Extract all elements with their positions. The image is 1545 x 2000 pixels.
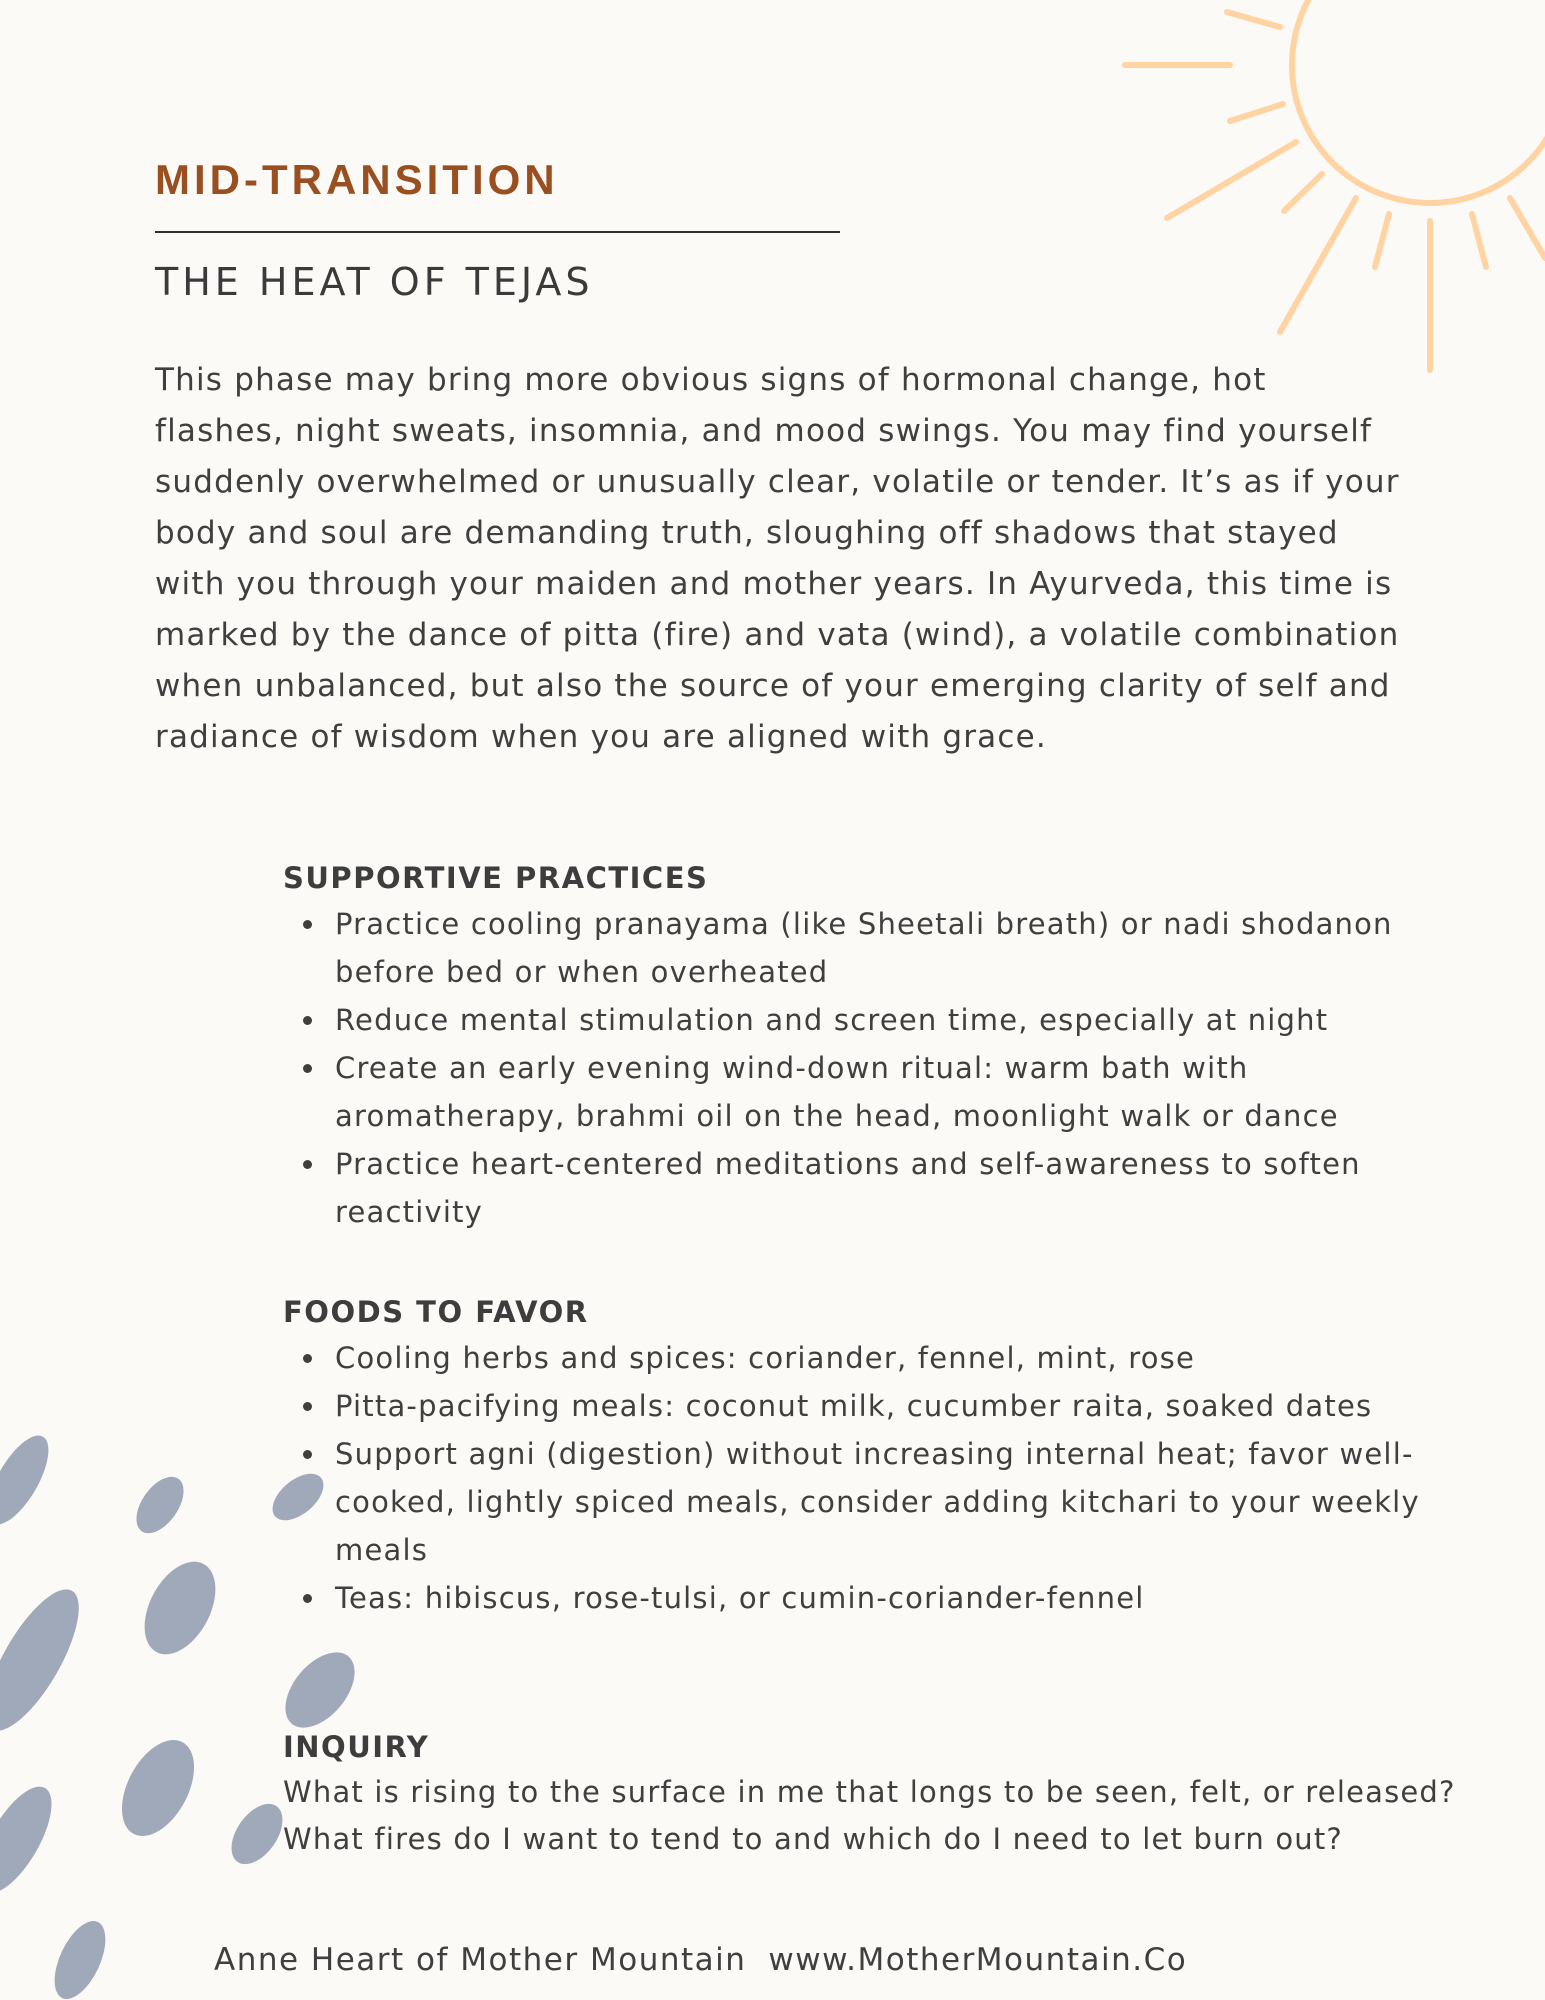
- section-heading: FOODS TO FAVOR: [283, 1295, 589, 1329]
- footer-author: Anne Heart of Mother Mountain: [214, 1942, 747, 1978]
- list-item-text: Create an early evening wind-down ritual: warm bath with aromatherapy, brahmi oil on the head, moonlight walk or dance: [335, 1051, 1339, 1133]
- title-divider: [155, 231, 840, 233]
- bullet-icon: [303, 1160, 312, 1169]
- bullet-icon: [303, 920, 312, 929]
- list-item-text: Teas: hibiscus, rose-tulsi, or cumin-coriander-fennel: [335, 1581, 1145, 1615]
- bullet-icon: [303, 1354, 312, 1363]
- footer: [214, 1940, 1187, 1980]
- list-item: [283, 996, 1463, 1044]
- list-item-text: Practice cooling pranayama (like Sheetali breath) or nadi shodanon before bed or when overheated: [335, 907, 1393, 989]
- bullet-icon: [303, 1064, 312, 1073]
- list-item-text: Reduce mental stimulation and screen time, especially at night: [335, 1003, 1329, 1037]
- foods-list: [283, 1334, 1463, 1622]
- list-item: [283, 1334, 1463, 1382]
- bullet-icon: [303, 1450, 312, 1459]
- bullet-icon: [303, 1594, 312, 1603]
- bullet-icon: [303, 1402, 312, 1411]
- page-title: MID-TRANSITION: [155, 156, 559, 203]
- section-heading: SUPPORTIVE PRACTICES: [283, 861, 709, 895]
- list-item-text: Pitta-pacifying meals: coconut milk, cucumber raita, soaked dates: [335, 1389, 1373, 1423]
- list-item: [283, 1382, 1463, 1430]
- supportive-practices-section: [283, 856, 1463, 1236]
- intro-paragraph: This phase may bring more obvious signs of hormonal change, hot flashes, night sweats, insomnia, and mood swings. You may find yourself suddenly overwhelmed or unusually clear, volatile or tender. It’s as if your body and soul are demanding truth, sloughing off shadows that stayed with you through your maiden and mother years. In Ayurveda, this time is marked by the dance of pitta (fire) and vata (wind), a volatile combination when unbalanced, but also the source of your emerging clarity of self and radiance of wisdom when you are aligned with grace.: [155, 362, 1400, 755]
- list-item-text: Cooling herbs and spices: coriander, fennel, mint, rose: [335, 1341, 1196, 1375]
- section-heading: INQUIRY: [283, 1730, 430, 1764]
- list-item: [283, 1140, 1463, 1236]
- list-item: [283, 1574, 1463, 1622]
- list-item: [283, 1430, 1463, 1574]
- inquiry-text: What is rising to the surface in me that longs to be seen, felt, or released? What fires do I want to tend to and which do I need to let burn out?: [283, 1775, 1456, 1856]
- page-subtitle: THE HEAT OF TEJAS: [155, 260, 594, 304]
- bullet-icon: [303, 1016, 312, 1025]
- list-item-text: Support agni (digestion) without increasing internal heat; favor well-cooked, lightly spiced meals, consider adding kitchari to your weekly meals: [335, 1437, 1420, 1567]
- foods-to-favor-section: [283, 1290, 1463, 1622]
- list-item: [283, 1044, 1463, 1140]
- inquiry-section: [283, 1725, 1463, 1863]
- footer-website: www.MotherMountain.Co: [768, 1942, 1188, 1978]
- practices-list: [283, 900, 1463, 1236]
- list-item-text: Practice heart-centered meditations and self-awareness to soften reactivity: [335, 1147, 1361, 1229]
- sun-icon: [1100, 0, 1545, 390]
- list-item: [283, 900, 1463, 996]
